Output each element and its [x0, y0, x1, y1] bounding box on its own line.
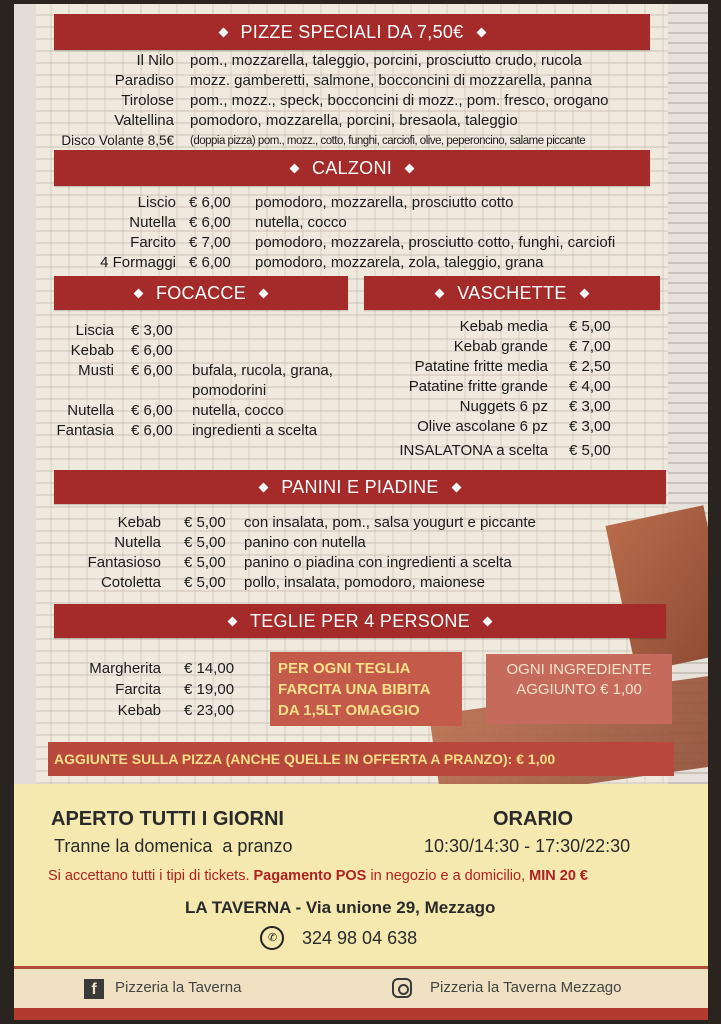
aggiunte-banner	[48, 742, 674, 776]
focaccia-desc: bufala, rucola, grana,	[192, 362, 333, 379]
section-bar-pizze-speciali	[54, 14, 650, 50]
tickets-delivery: in negozio e a domicilio,	[370, 868, 526, 884]
calzone-desc: nutella, cocco	[255, 214, 347, 231]
pizza-name: Tirolose	[121, 92, 174, 109]
promo-line: FARCITA UNA BIBITA	[278, 681, 431, 698]
panino-name: Cotoletta	[100, 574, 161, 591]
focaccia-desc: pomodorini	[192, 382, 267, 399]
tickets-line	[48, 868, 708, 884]
pizza-desc: pom., mozzarella, taleggio, porcini, prosciutto crudo, rucola	[190, 52, 582, 69]
focaccia-price: € 6,00	[131, 342, 173, 359]
facebook-icon[interactable]: f	[84, 979, 104, 999]
focaccia-price: € 6,00	[131, 402, 173, 419]
pizza-name: Valtellina	[114, 112, 174, 129]
phone-number[interactable]: 324 98 04 638	[302, 927, 418, 948]
vaschetta-name: INSALATONA a scelta	[399, 442, 548, 459]
section-title: TEGLIE PER 4 PERSONE	[249, 610, 471, 631]
teglia-price: € 14,00	[184, 660, 235, 677]
vaschetta-price: € 3,00	[569, 418, 611, 435]
focaccia-name: Liscia	[75, 322, 114, 339]
pizza-desc: (doppia pizza) pom., mozz., cotto, funghi, carciofi, olive, peperoncino, salame piccante	[190, 135, 586, 147]
panino-name: Kebab	[117, 514, 161, 531]
hours-value: 10:30/14:30 - 17:30/22:30	[424, 836, 631, 856]
ingredient-line: AGGIUNTO € 1,00	[516, 681, 642, 698]
focaccia-desc: ingredienti a scelta	[192, 422, 318, 439]
teglia-name: Farcita	[115, 681, 161, 698]
open-title: APERTO TUTTI I GIORNI	[51, 808, 284, 830]
section-bar-vaschette	[364, 276, 660, 310]
promo-box	[270, 652, 462, 726]
pizza-desc: pomodoro, mozzarella, porcini, bresaola, taleggio	[190, 112, 518, 129]
panino-price: € 5,00	[184, 514, 226, 531]
panino-price: € 5,00	[184, 574, 226, 591]
promo-line: PER OGNI TEGLIA	[278, 660, 411, 677]
vaschetta-price: € 5,00	[569, 318, 611, 335]
focaccia-price: € 6,00	[131, 422, 173, 439]
panino-desc: panino con nutella	[244, 534, 366, 551]
ingredient-line: OGNI INGREDIENTE	[506, 661, 652, 678]
phone-row	[260, 926, 417, 950]
section-title: PIZZE SPECIALI DA 7,50€	[240, 21, 464, 42]
bottom-red-line	[14, 1008, 708, 1020]
section-bar-panini	[54, 470, 666, 504]
section-title: FOCACCE	[155, 282, 247, 303]
instagram-icon[interactable]	[392, 978, 412, 998]
focaccia-desc: nutella, cocco	[192, 402, 284, 419]
panino-name: Nutella	[114, 534, 161, 551]
calzone-name: Liscio	[137, 194, 176, 211]
panino-desc: con insalata, pom., salsa yougurt e piccante	[244, 514, 536, 531]
instagram-link[interactable]: Pizzeria la Taverna Mezzago	[430, 979, 622, 996]
calzone-name: Farcito	[130, 234, 176, 251]
vaschetta-name: Patatine fritte grande	[408, 378, 548, 395]
min-order: MIN 20 €	[529, 868, 588, 884]
social-footer	[14, 966, 708, 1013]
facebook-link[interactable]: Pizzeria la Taverna	[115, 979, 242, 996]
ingredient-box	[486, 654, 672, 724]
calzone-name: 4 Formaggi	[100, 254, 176, 271]
info-panel	[14, 784, 708, 974]
pos-text: Pagamento POS	[253, 868, 367, 884]
pizza-desc: pom., mozz., speck, bocconcini di mozz., pom. fresco, orogano	[190, 92, 609, 109]
vaschetta-name: Nuggets 6 pz	[459, 398, 548, 415]
vaschetta-name: Patatine fritte media	[414, 358, 548, 375]
calzone-desc: pomodoro, mozzarela, zola, taleggio, grana	[255, 254, 544, 271]
aggiunte-text: AGGIUNTE SULLA PIZZA (ANCHE QUELLE IN OFFERTA A PRANZO): € 1,00	[54, 751, 556, 767]
open-subtitle: Tranne la domenica a pranzo	[54, 836, 293, 856]
focaccia-name: Fantasia	[56, 422, 114, 439]
hours-title: ORARIO	[493, 808, 573, 830]
calzone-price: € 7,00	[189, 234, 231, 251]
calzone-price: € 6,00	[189, 254, 231, 271]
focaccia-name: Kebab	[70, 342, 114, 359]
focaccia-name: Nutella	[67, 402, 114, 419]
left-border	[14, 4, 36, 784]
teglia-name: Kebab	[117, 702, 161, 719]
vaschetta-price: € 7,00	[569, 338, 611, 355]
vaschetta-name: Kebab media	[459, 318, 548, 335]
panino-desc: pollo, insalata, pomodoro, maionese	[244, 574, 485, 591]
pizza-name: Paradiso	[114, 72, 174, 89]
promo-line: DA 1,5LT OMAGGIO	[278, 702, 420, 719]
section-title: CALZONI	[311, 157, 393, 178]
teglia-name: Margherita	[89, 660, 161, 677]
menu-sheet	[14, 4, 708, 1020]
section-bar-calzoni	[54, 150, 650, 186]
focaccia-name: Musti	[78, 362, 114, 379]
panino-desc: panino o piadina con ingredienti a scelta	[244, 554, 512, 571]
vaschetta-price: € 2,50	[569, 358, 611, 375]
calzone-price: € 6,00	[189, 194, 231, 211]
section-bar-teglie	[54, 604, 666, 638]
whatsapp-icon: ✆	[260, 926, 284, 950]
vaschetta-price: € 4,00	[569, 378, 611, 395]
panino-name: Fantasioso	[87, 554, 161, 571]
vaschetta-price: € 3,00	[569, 398, 611, 415]
focaccia-price: € 6,00	[131, 362, 173, 379]
focaccia-price: € 3,00	[131, 322, 173, 339]
calzone-price: € 6,00	[189, 214, 231, 231]
pizza-desc: mozz. gamberetti, salmone, bocconcini di mozzarella, panna	[190, 72, 592, 89]
right-border	[668, 4, 708, 784]
tickets-text: Si accettano tutti i tipi di tickets.	[48, 868, 250, 884]
calzone-name: Nutella	[129, 214, 176, 231]
section-bar-focacce	[54, 276, 348, 310]
vaschetta-name: Olive ascolane 6 pz	[417, 418, 548, 435]
vaschetta-price: € 5,00	[569, 442, 611, 459]
section-title: PANINI E PIADINE	[281, 476, 439, 497]
teglia-price: € 19,00	[184, 681, 235, 698]
section-title: VASCHETTE	[457, 282, 567, 303]
teglia-price: € 23,00	[184, 702, 235, 719]
panino-price: € 5,00	[184, 534, 226, 551]
address: LA TAVERNA - Via unione 29, Mezzago	[185, 898, 496, 917]
pizza-name: Il Nilo	[136, 52, 174, 69]
vaschetta-name: Kebab grande	[453, 338, 548, 355]
calzone-desc: pomodoro, mozzarella, prosciutto cotto	[255, 194, 514, 211]
calzone-desc: pomodoro, mozzarela, prosciutto cotto, funghi, carciofi	[255, 234, 616, 251]
panino-price: € 5,00	[184, 554, 226, 571]
pizza-name: Disco Volante 8,5€	[61, 133, 174, 148]
